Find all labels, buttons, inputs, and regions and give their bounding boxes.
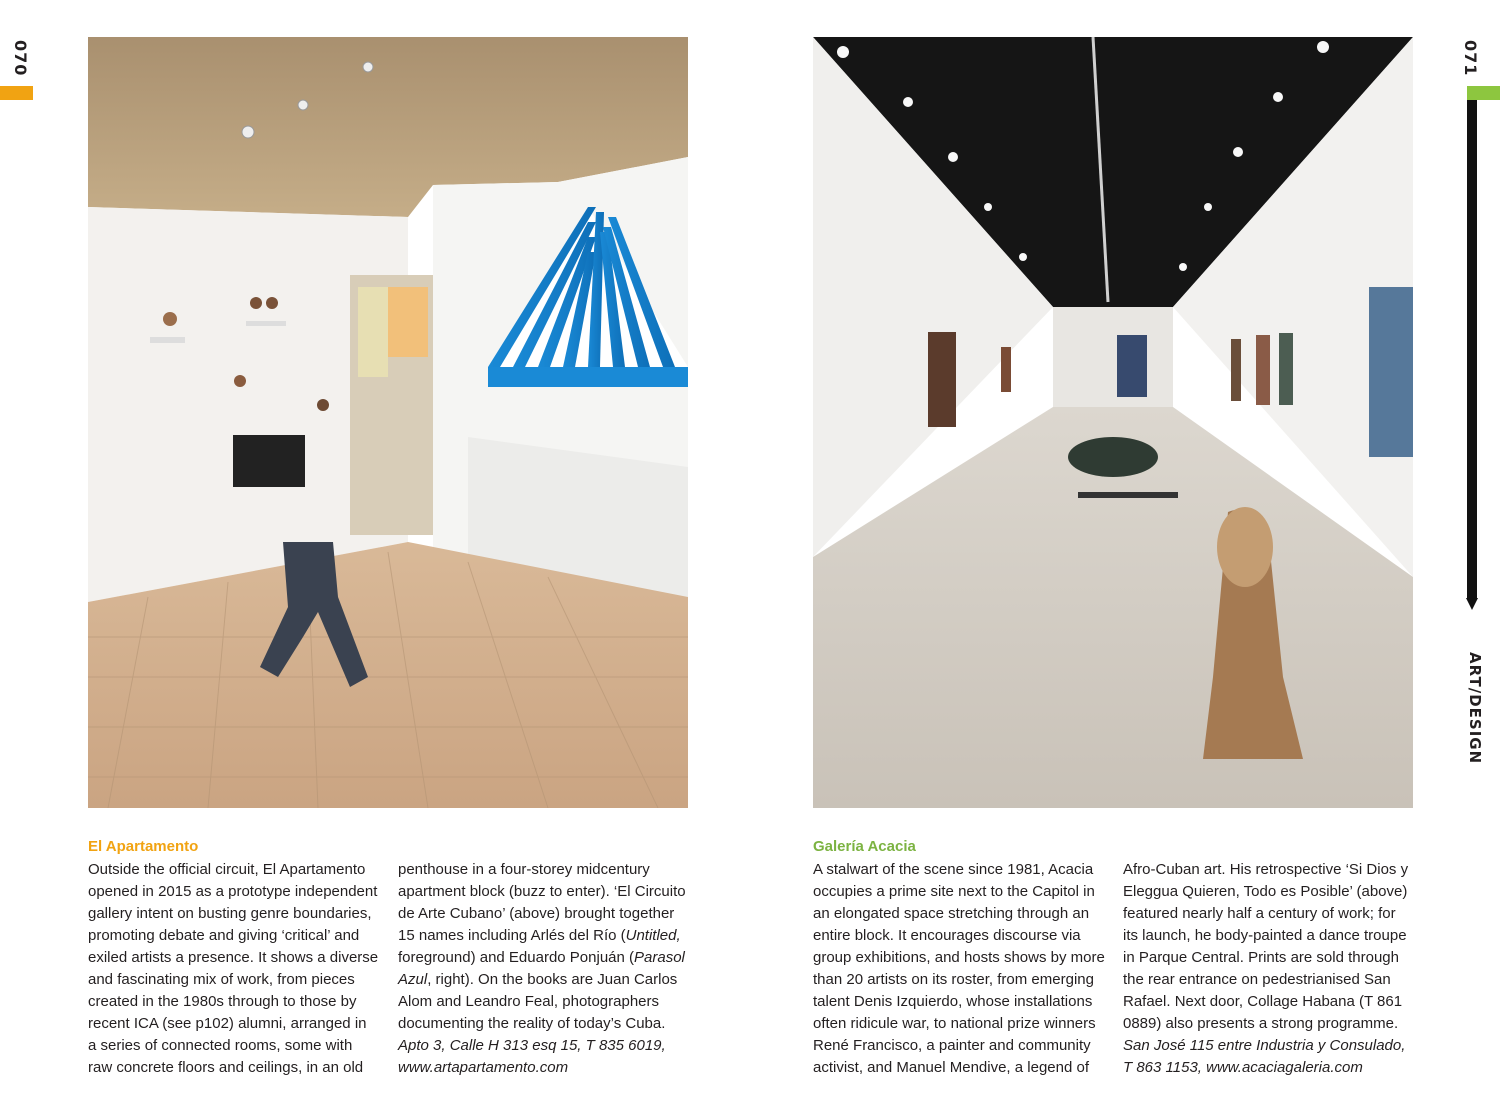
text-line: A stalwart of the scene since 1981, Acacia <box>813 861 1094 878</box>
text-line: Afro-Cuban art. His retrospective ‘Si Dios y <box>1123 861 1409 878</box>
text-line: an elongated space stretching through an <box>813 905 1090 922</box>
text-line: featured nearly half a century of work; for <box>1123 905 1396 922</box>
text-line: group exhibitions, and hosts shows by more <box>813 949 1105 966</box>
heading-galeria-acacia: Galería Acacia <box>813 838 916 855</box>
text-line: and fascinating mix of work, from pieces <box>88 971 355 988</box>
address-line: Apto 3, Calle H 313 esq 15, T 835 6019, <box>398 1037 666 1054</box>
text-line: Rafael. Next door, Collage Habana (T 861 <box>1123 993 1403 1010</box>
text-line: exiled artists a presence. It shows a diverse <box>88 949 379 966</box>
text-line: created in the 1980s through to those by <box>88 993 357 1010</box>
page-number-right: 071 <box>1461 40 1480 77</box>
text-line: raw concrete floors and ceilings, in an old <box>88 1059 364 1076</box>
text-span: 15 names including Arlés del Río ( <box>398 927 626 944</box>
artwork-title: Parasol <box>634 949 685 966</box>
arrow-down-icon <box>1466 598 1478 610</box>
text-line: penthouse in a four-storey midcentury <box>398 861 650 878</box>
text-line: its launch, he body-painted a dance troupe <box>1123 927 1407 944</box>
website-link[interactable]: www.artapartamento.com <box>398 1059 569 1076</box>
artwork-title: Azul <box>398 971 428 988</box>
text-line: recent ICA (see p102) alumni, arranged in <box>88 1015 367 1032</box>
text-column-left-1 <box>88 859 383 1079</box>
section-tab-right <box>1467 86 1500 100</box>
text-line: Eleggua Quieren, Todo es Posible’ (above) <box>1123 883 1408 900</box>
text-line: opened in 2015 as a prototype independent <box>88 883 378 900</box>
text-column-left-2 <box>398 859 693 1079</box>
photo-galeria-acacia <box>813 37 1413 808</box>
text-line: Alom and Leandro Feal, photographers <box>398 993 660 1010</box>
page-number-left: 070 <box>11 40 30 77</box>
text-line <box>398 925 693 947</box>
text-line: gallery intent on busting genre boundaries, <box>88 905 372 922</box>
heading-el-apartamento: El Apartamento <box>88 838 199 855</box>
text-line: entire block. It encourages discourse via <box>813 927 1081 944</box>
text-column-right-1 <box>813 859 1108 1079</box>
website-link[interactable]: T 863 1153, www.acaciagaleria.com <box>1123 1059 1363 1076</box>
text-line: René Francisco, a painter and community <box>813 1037 1091 1054</box>
text-line <box>398 969 693 991</box>
section-progress-rule <box>1467 100 1477 600</box>
text-span: foreground <box>398 949 471 966</box>
text-line: activist, and Manuel Mendive, a legend of <box>813 1059 1089 1076</box>
text-line: apartment block (buzz to enter). ‘El Circuito <box>398 883 686 900</box>
text-line: 0889) also presents a strong programme. <box>1123 1015 1399 1032</box>
text-line: promoting debate and giving ‘critical’ and <box>88 927 360 944</box>
text-line: documenting the reality of today’s Cuba. <box>398 1015 666 1032</box>
text-line: de Arte Cubano’ (above) brought together <box>398 905 675 922</box>
text-line: occupies a prime site next to the Capitol in <box>813 883 1095 900</box>
text-line: Outside the official circuit, El Apartamento <box>88 861 366 878</box>
text-line: often ridicule war, to national prize winners <box>813 1015 1096 1032</box>
text-span: , right). On the books are Juan Carlos <box>427 971 678 988</box>
section-label: ART/DESIGN <box>1466 652 1484 765</box>
artwork-title: Untitled, <box>625 927 681 944</box>
text-column-right-2 <box>1123 859 1418 1079</box>
text-line <box>398 947 693 969</box>
text-span: ) and Eduardo Ponjuán ( <box>470 949 635 966</box>
section-tab-left <box>0 86 33 100</box>
text-line: a series of connected rooms, some with <box>88 1037 353 1054</box>
photo-el-apartamento <box>88 37 688 808</box>
text-line: in Parque Central. Prints are sold through <box>1123 949 1399 966</box>
text-line: the rear entrance on pedestrianised San <box>1123 971 1391 988</box>
address-line: San José 115 entre Industria y Consulado, <box>1123 1037 1406 1054</box>
text-line: than 20 artists on its roster, from emerging <box>813 971 1094 988</box>
text-line: talent Denis Izquierdo, whose installations <box>813 993 1093 1010</box>
